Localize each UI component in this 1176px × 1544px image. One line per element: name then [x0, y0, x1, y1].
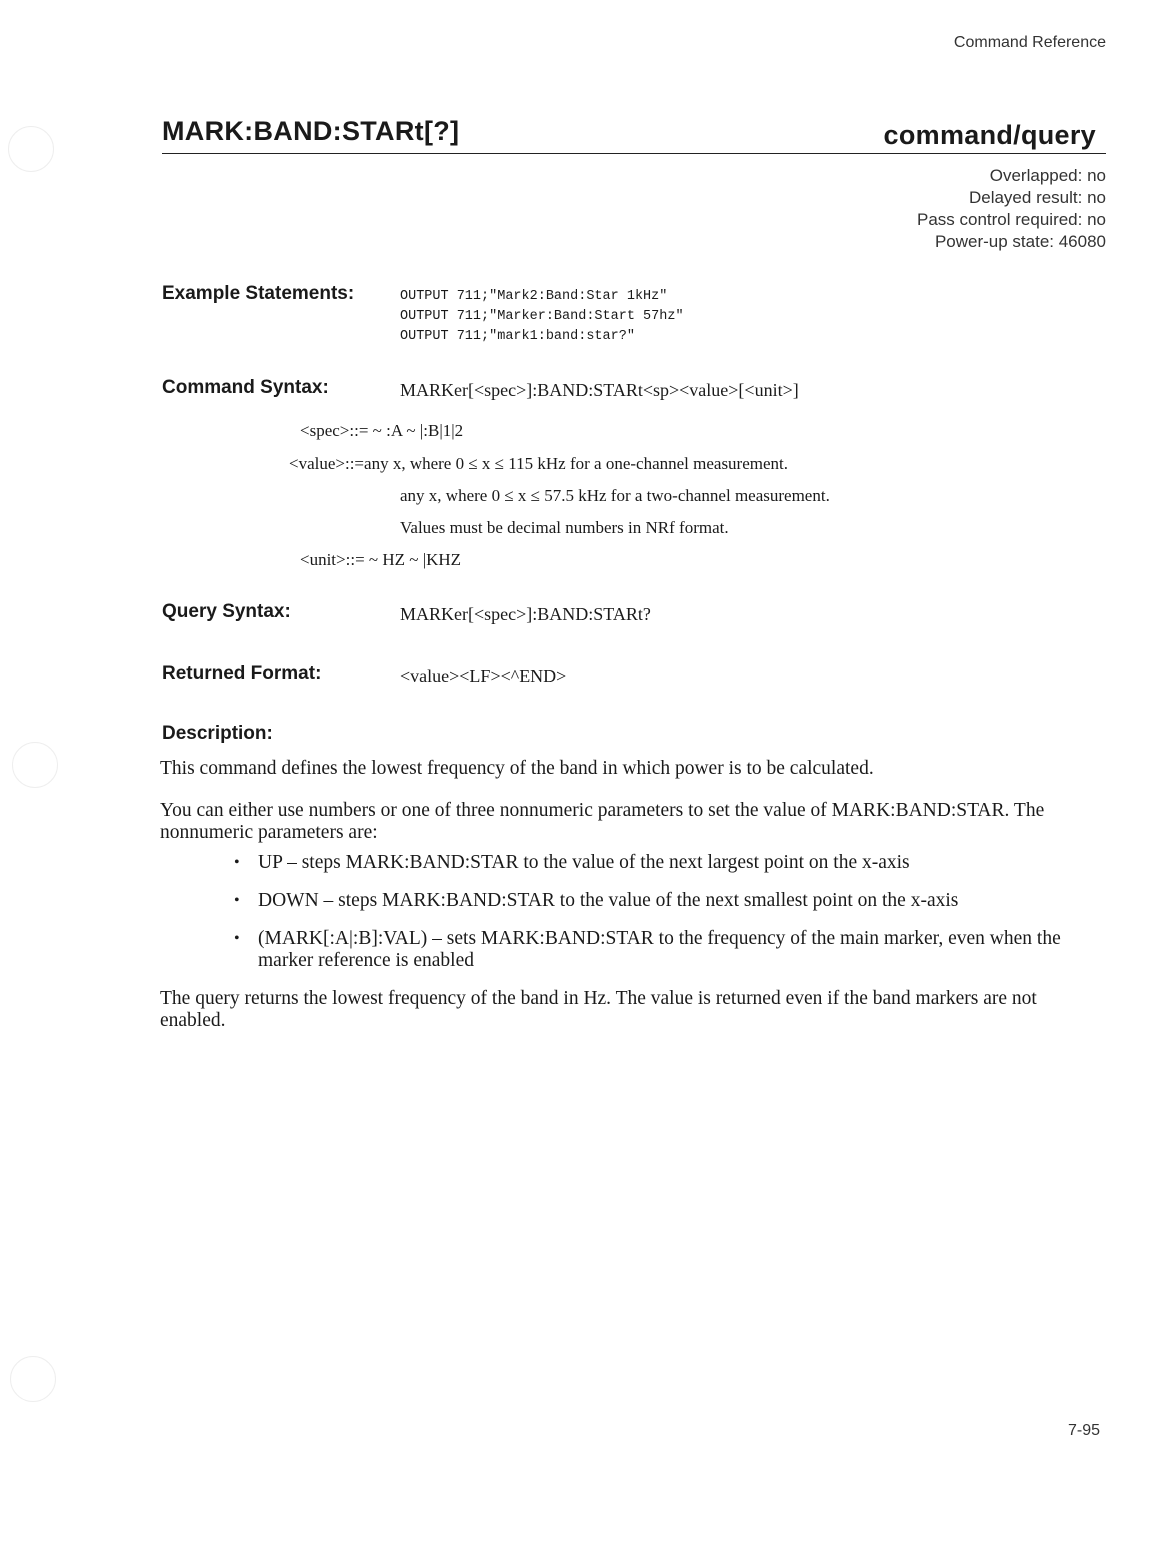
punch-hole [8, 126, 54, 172]
list-item-text: UP – steps MARK:BAND:STAR to the value of the next largest point on the x-axis [258, 852, 910, 873]
command-syntax: MARKer[<spec>]:BAND:STARt<sp><value>[<unit>] [400, 380, 799, 400]
running-head: Command Reference [953, 34, 1106, 51]
description-paragraph: This command defines the lowest frequency of the band in which power is to be calculated. [160, 758, 874, 779]
page-title: MARK:BAND:STARt[?] [162, 116, 460, 146]
unit-definition: <unit>::= ~ HZ ~ |KHZ [300, 550, 462, 569]
value-definition-two-channel: any x, where 0 ≤ x ≤ 57.5 kHz for a two-channel measurement. [400, 486, 830, 505]
property-pass-control: Pass control required: no [917, 210, 1106, 229]
returned-format: <value><LF><^END> [400, 666, 567, 686]
description-label: Description: [162, 723, 273, 744]
description-paragraph: The query returns the lowest frequency of the band in Hz. The value is returned even if the band markers are not enabled. [160, 988, 1037, 1031]
bullet-icon: • [234, 854, 240, 871]
query-syntax: MARKer[<spec>]:BAND:STARt? [400, 604, 651, 624]
title-rule [162, 153, 1106, 154]
description-body [160, 758, 1090, 1052]
properties-block [917, 165, 1106, 253]
bullet-icon: • [234, 892, 240, 909]
list-item-text: (MARK[:A|:B]:VAL) – sets MARK:BAND:STAR to the frequency of the main marker, even when the marker reference is enabled [258, 928, 1061, 971]
example-line: OUTPUT 711;"mark1:band:star?" [400, 329, 635, 344]
value-definition: <value>::=any x, where 0 ≤ x ≤ 115 kHz for a one-channel measurement. [289, 454, 789, 473]
value-format-note: Values must be decimal numbers in NRf format. [400, 518, 729, 537]
list-item [234, 852, 1090, 874]
list-item-text: DOWN – steps MARK:BAND:STAR to the value of the next smallest point on the x-axis [258, 890, 959, 911]
parameter-list [160, 852, 1090, 972]
property-overlapped: Overlapped: no [989, 166, 1106, 185]
command-syntax-label: Command Syntax: [162, 377, 329, 398]
bullet-icon: • [234, 930, 240, 947]
example-line: OUTPUT 711;"Mark2:Band:Star 1kHz" [400, 289, 668, 304]
page-number: 7-95 [1067, 1422, 1100, 1439]
list-item [234, 890, 1090, 912]
property-power-up-state: Power-up state: 46080 [934, 232, 1106, 251]
punch-hole [10, 1356, 56, 1402]
list-item [234, 928, 1090, 972]
example-statements-label: Example Statements: [162, 283, 355, 304]
returned-format-label: Returned Format: [162, 663, 322, 684]
query-syntax-label: Query Syntax: [162, 601, 291, 622]
description-paragraph: You can either use numbers or one of three nonnumeric parameters to set the value of MARK:BAND:STAR. The nonnumeric parameters are: [160, 800, 1045, 843]
example-statements [400, 287, 684, 347]
property-delayed-result: Delayed result: no [968, 188, 1106, 207]
spec-definition: <spec>::= ~ :A ~ |:B|1|2 [300, 421, 464, 440]
example-line: OUTPUT 711;"Marker:Band:Start 57hz" [400, 309, 684, 324]
punch-hole [12, 742, 58, 788]
command-type: command/query [883, 120, 1096, 150]
